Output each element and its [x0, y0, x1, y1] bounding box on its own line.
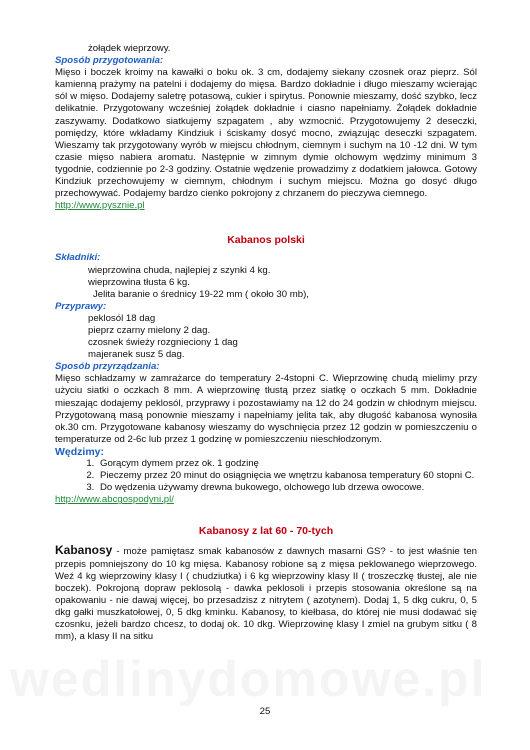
page-number: 25 — [259, 706, 271, 717]
spice-line: pieprz czarny mielony 2 dag. — [88, 324, 211, 336]
section-heading: Wędzimy: — [55, 445, 105, 458]
ingredient-line: wieprzowina tłusta 6 kg. — [88, 276, 190, 288]
paragraph-text: - może pamiętasz smak kabanosów z dawnych masarni GS? - to jest właśnie ten przepis pomniejszony do 10 kg mięsa. Kabanosy robione są z mięsa peklowanego wieprzowego. Weź 4 kg wieprzowiny klasy I ( chudziutka) i 6 kg wieprzowiny klasy II ( troszeczkę tłustej, ale nie boczek). Pokrojoną dopraw peklosolą - dawka peklosoli i przepis stosowania określone są na opakowaniu - nie dawaj więcej, bo przesadzisz z nitrytem ( azotynem). Dodaj 1, 5 dkg cukru, 0, 5 dkg gałki muszkatołowej, 0, 5 dkg kminku. Kabanosy, to kiełbasa, do której nie musi dodawać się czosnku, jeżeli bardzo chcesz, to dodaj ok. 10 dkg. Wieprzowinę klasy I zmiel na grubym sitku ( 8 mm), a klasy II na sitku — [55, 546, 477, 643]
section-heading: Sposób przygotowania: — [55, 55, 164, 67]
list-item: 3. Do wędzenia używamy drewna bukowego, olchowego lub drzewa owocowe. — [97, 482, 477, 494]
ingredient-line: Jelita baranie o średnicy 19-22 mm ( około 30 mb), — [93, 288, 309, 300]
list-item: 1. Gorącym dymem przez ok. 1 godzinę — [97, 458, 477, 470]
paragraph: Mięso schładzamy w zamrażarce do temperatury 2-4stopni C. Wieprzowinę chudą mielimy przy użyciu siatki o oczkach 8 mm. A wieprzowinę tłustą przez siatkę o oczkach 5 mm. Dokładnie mieszając dodajemy peklosól, przyprawy i pozostawiamy na 12 do 24 godzin w chłodnym miejscu. Przygotowaną masą ponownie mieszamy i napełniamy jelita tak, aby długość kabanosa wynosiła ok.30 cm. Przygotowane kabanosy wieszamy do wyschnięcia przez 12 godzin w pomieszczeniu o temperaturze od 2-6c lub przez 1 godzinę w pomieszczeniu nieschłodzonym. — [55, 373, 477, 445]
ingredient-line: wieprzowina chuda, najlepiej z szynki 4 kg. — [88, 264, 271, 276]
spice-line: czosnek świeży rozgnieciony 1 dag — [88, 337, 238, 349]
source-link[interactable]: http://www.abcgospodyni.pl/ — [55, 494, 174, 506]
paragraph — [55, 544, 477, 643]
spice-line: peklosól 18 dag — [88, 312, 156, 324]
document-page — [55, 43, 477, 643]
list-item: 2. Pieczemy przez 20 minut do osiągnięcia we wnętrzu kabanosa temperatury 60 stopni C. — [97, 470, 477, 482]
section-heading: Składniki: — [55, 252, 101, 264]
lead-word: Kabanosy — [55, 543, 113, 558]
recipe-title: Kabanos polski — [227, 234, 305, 247]
source-link[interactable]: http://www.pysznie.pl — [55, 200, 145, 212]
ingredient-line: żołądek wieprzowy. — [88, 43, 171, 54]
section-heading: Przyprawy: — [55, 300, 107, 312]
recipe-title: Kabanosy z lat 60 - 70-tych — [198, 525, 334, 538]
watermark: wedlinydomowe.pl — [10, 652, 487, 706]
spice-line: majeranek susz 5 dag. — [88, 349, 185, 361]
steps-list — [55, 458, 477, 494]
paragraph: Mięso i boczek kroimy na kawałki o boku ok. 3 cm, dodajemy siekany czosnek oraz pieprz. Sól kamienną prażymy na patelni i dodajemy do mięsa. Bardzo dokładnie i długo mieszamy wcierając sól w mięso. Dodajemy saletrę potasową, cukier i spirytus. Ponownie mieszamy, dość szybko, lecz delikatnie. Przygotowany wcześniej żołądek dokładnie i ciasno napełniamy. Żołądek dokładnie zaszywamy. Dodatkowo siatkujemy szpagatem , aby wzmocnić. Przygotowujemy 2 deseczki, pomiędzy, które wkładamy Kindziuk i ściskamy dosyć mocno, związując deseczki szpagatem. Wieszamy tak przygotowany wyrób w miejscu chłodnym, ciemnym i suchym na 10 -12 dni. W tym czasie mięso nabiera aromatu. Następnie w zimnym dymie olchowym wędzimy minimum 3 tygodnie, codziennie po 2-3 godziny. Ostatnie wędzenie prowadzimy z dodatkiem jałowca. Gotowy Kindziuk przechowujemy w ciemnym, chłodnym i suchym miejscu. Można go dosyć długo przechowywać. Podajemy bardzo cienko pokrojony z chrzanem do pieczywa ciemnego. — [55, 67, 477, 200]
section-heading: Sposób przyrządzania: — [55, 361, 160, 373]
